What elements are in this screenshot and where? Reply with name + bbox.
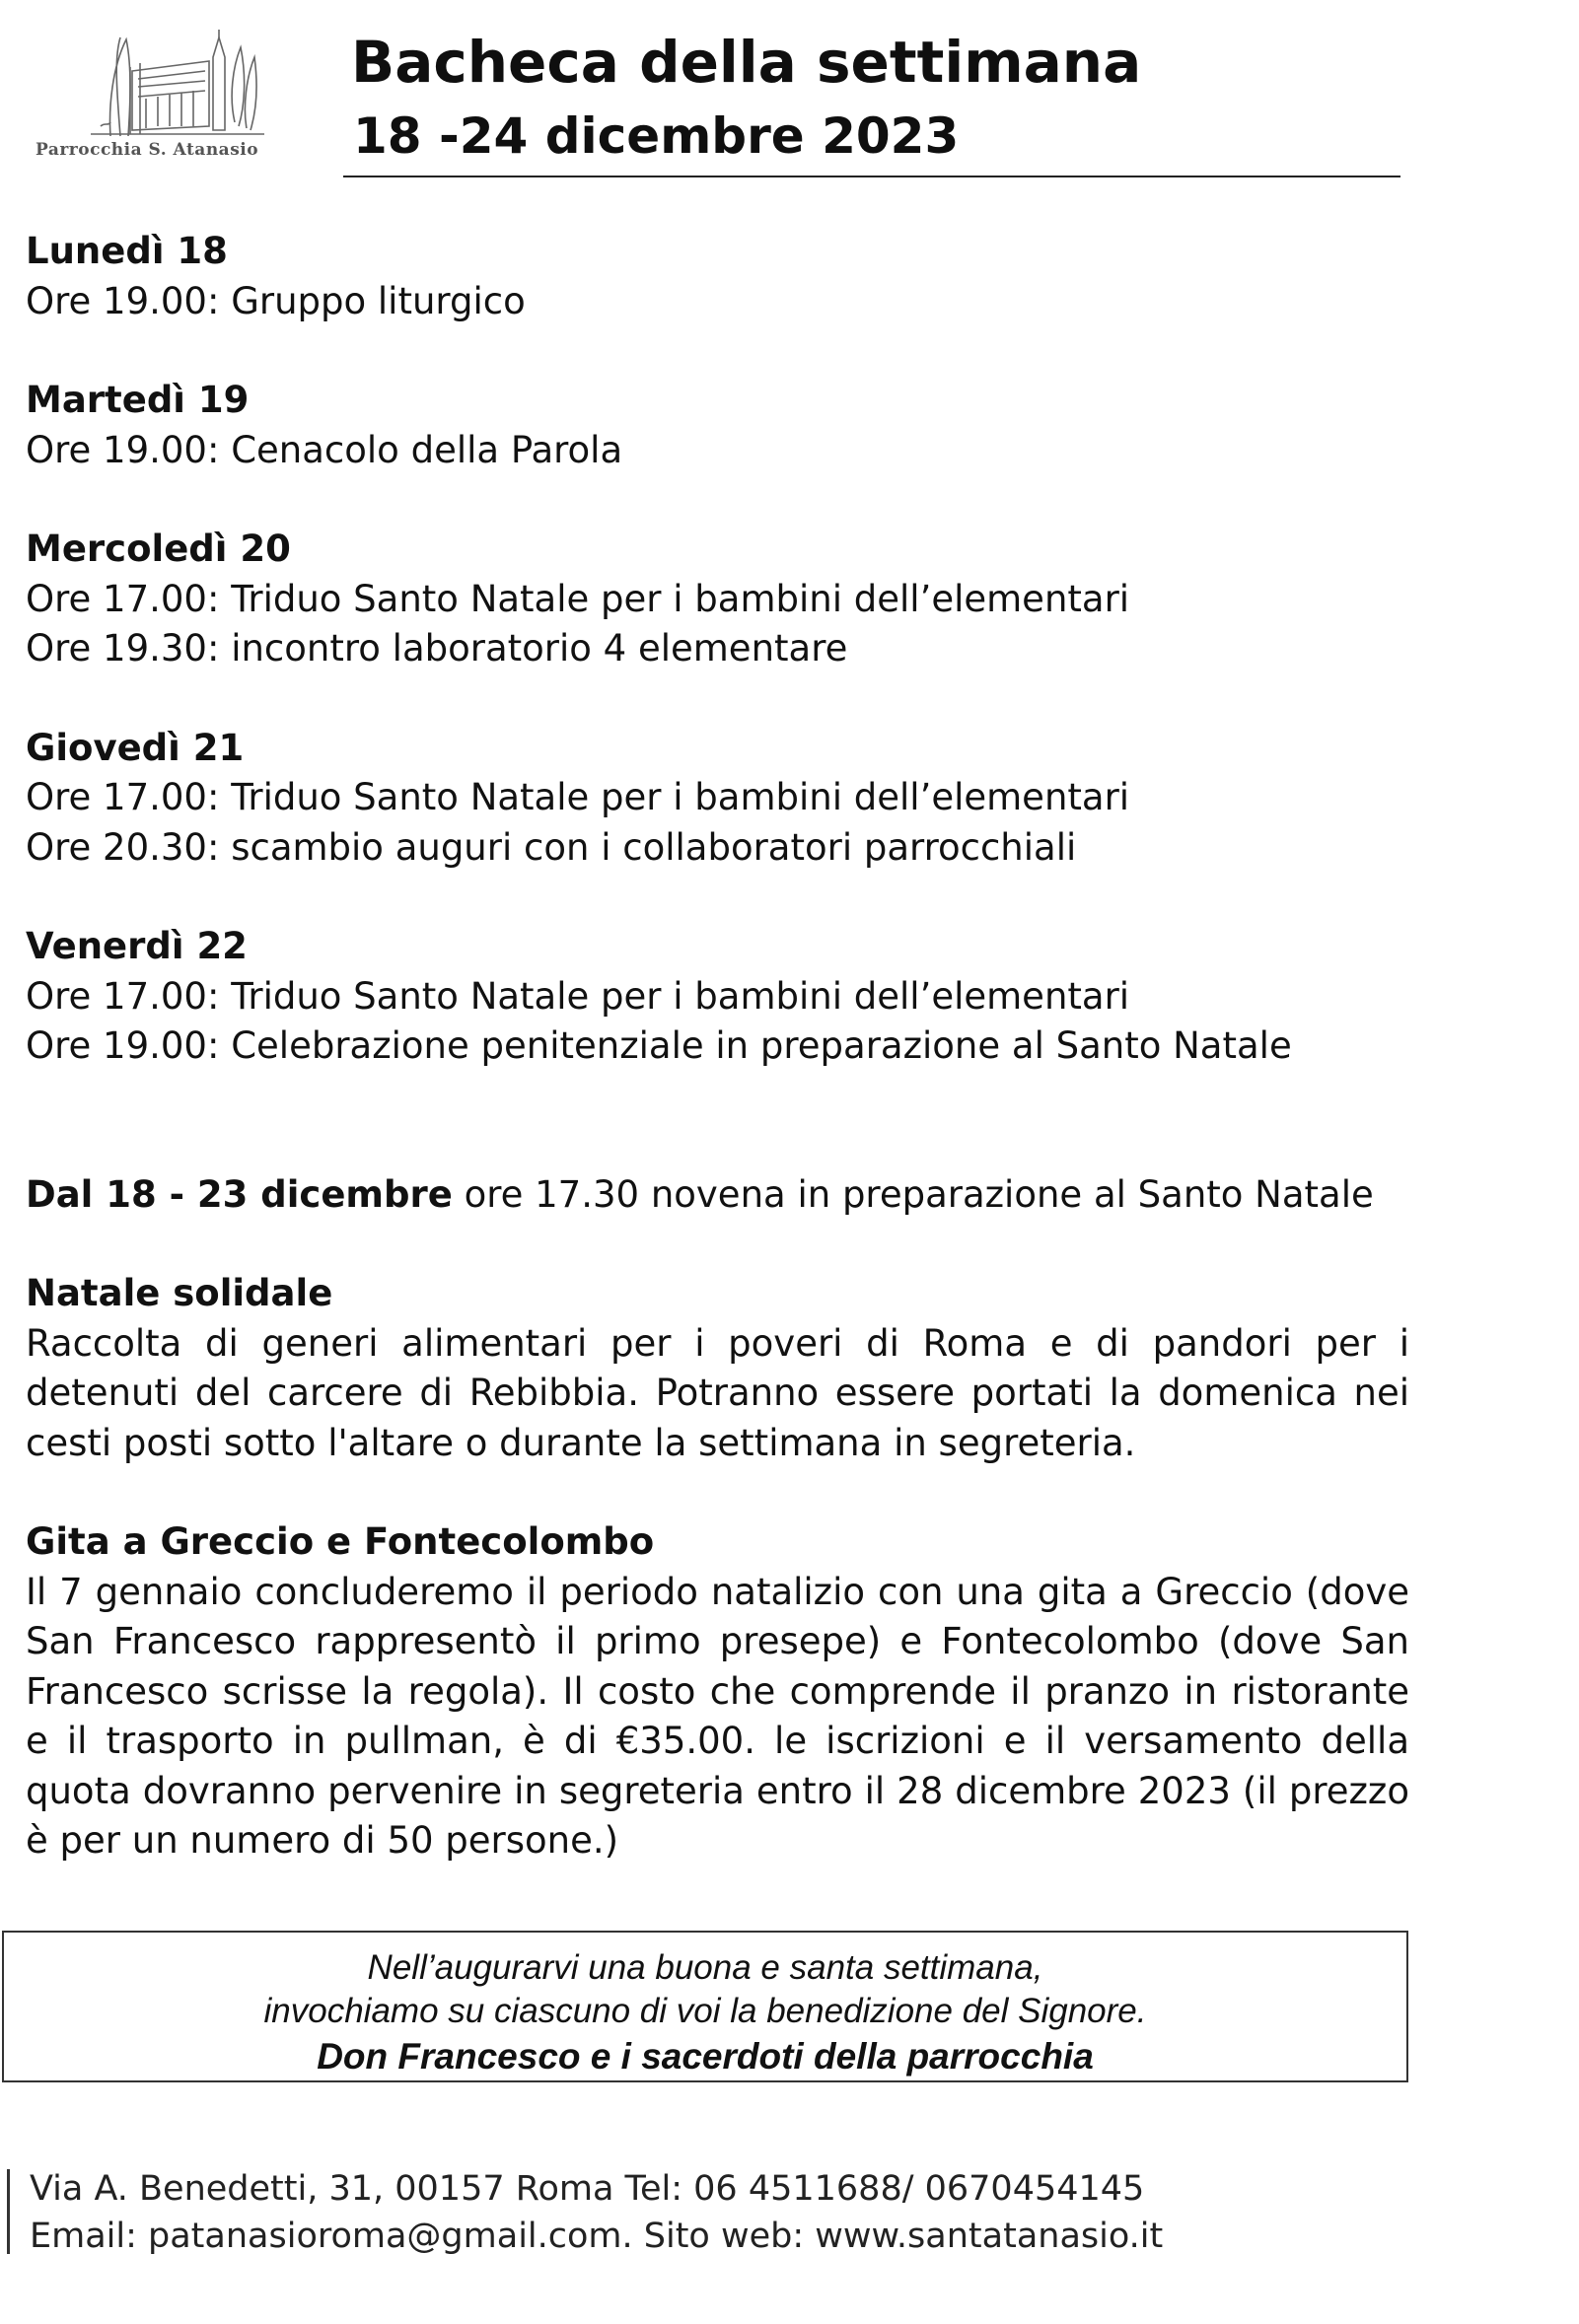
schedule-line: Ore 19.30: incontro laboratorio 4 elementare	[26, 627, 848, 669]
day-heading: Giovedì 21	[26, 726, 245, 769]
footer-contacts: Email: patanasioroma@gmail.com. Sito web: www.santatanasio.it	[30, 2217, 1164, 2256]
logo-text: Parrocchia S. Atanasio	[36, 140, 259, 160]
schedule-line: Ore 20.30: scambio auguri con i collaboratori parrocchiali	[26, 825, 1077, 869]
footer-divider	[7, 2169, 10, 2254]
day-block-friday	[26, 922, 1409, 1072]
day-heading: Venerdì 22	[26, 925, 248, 967]
schedule-line: Ore 19.00: Cenacolo della Parola	[26, 428, 623, 471]
parish-logo	[28, 28, 314, 168]
schedule-line: Ore 17.00: Triduo Santo Natale per i bambini dell’elementari	[26, 776, 1130, 818]
novena-notice	[26, 1170, 1409, 1221]
day-block-monday	[26, 227, 1409, 326]
gita-section	[26, 1517, 1409, 1866]
footer-address: Via A. Benedetti, 31, 00157 Roma Tel: 06 4511688/ 0670454145	[30, 2169, 1145, 2209]
closing-line: invochiamo su ciascuno di voi la benedizione del Signore.	[263, 1992, 1147, 2030]
schedule-line: Ore 19.00: Celebrazione penitenziale in preparazione al Santo Natale	[26, 1024, 1292, 1067]
schedule-line: Ore 17.00: Triduo Santo Natale per i bambini dell’elementari	[26, 577, 1130, 620]
day-heading: Martedì 19	[26, 379, 250, 421]
bulletin-content	[26, 227, 1409, 1866]
page-title: Bacheca della settimana	[351, 29, 1142, 96]
closing-line: Nell’augurarvi una buona e santa settimana,	[367, 1948, 1043, 1987]
title-divider	[343, 176, 1400, 177]
day-block-wednesday	[26, 525, 1409, 674]
section-text: Il 7 gennaio concluderemo il periodo natalizio con una gita a Greccio (dove San Francesco rappresentò il primo presepe) e Fontecolombo (dove San Francesco scrisse la regola). Il costo che comprende il pranzo in ristorante e il trasporto in pullman, è di €35.00. le iscrizioni e il versamento della quota dovranno pervenire in segreteria entro il 28 dicembre 2023 (il prezzo è per un numero di 50 persone.)	[26, 1570, 1409, 1862]
day-heading: Mercoledì 20	[26, 528, 291, 570]
natale-solidale-section	[26, 1269, 1409, 1468]
schedule-line: Ore 17.00: Triduo Santo Natale per i bambini dell’elementari	[26, 974, 1130, 1018]
day-block-thursday	[26, 724, 1409, 874]
footer	[30, 2165, 1163, 2260]
closing-message-box	[2, 1931, 1408, 2082]
church-sketch-icon	[71, 28, 268, 138]
schedule-line: Ore 19.00: Gruppo liturgico	[26, 279, 526, 322]
section-heading: Natale solidale	[26, 1272, 333, 1314]
day-heading: Lunedì 18	[26, 230, 228, 272]
page-subtitle: 18 -24 dicembre 2023	[353, 107, 960, 165]
section-heading: Gita a Greccio e Fontecolombo	[26, 1520, 655, 1563]
novena-text: ore 17.30 novena in preparazione al Santo Natale	[452, 1172, 1374, 1216]
novena-dates: Dal 18 - 23 dicembre	[26, 1172, 453, 1216]
section-text: Raccolta di generi alimentari per i poveri di Roma e di pandori per i detenuti del carcere di Rebibbia. Potranno essere portati la domenica nei cesti posti sotto l'altare o durante la settimana in segreteria.	[26, 1321, 1409, 1464]
day-block-tuesday	[26, 376, 1409, 475]
closing-signature: Don Francesco e i sacerdoti della parrocchia	[317, 2036, 1094, 2077]
